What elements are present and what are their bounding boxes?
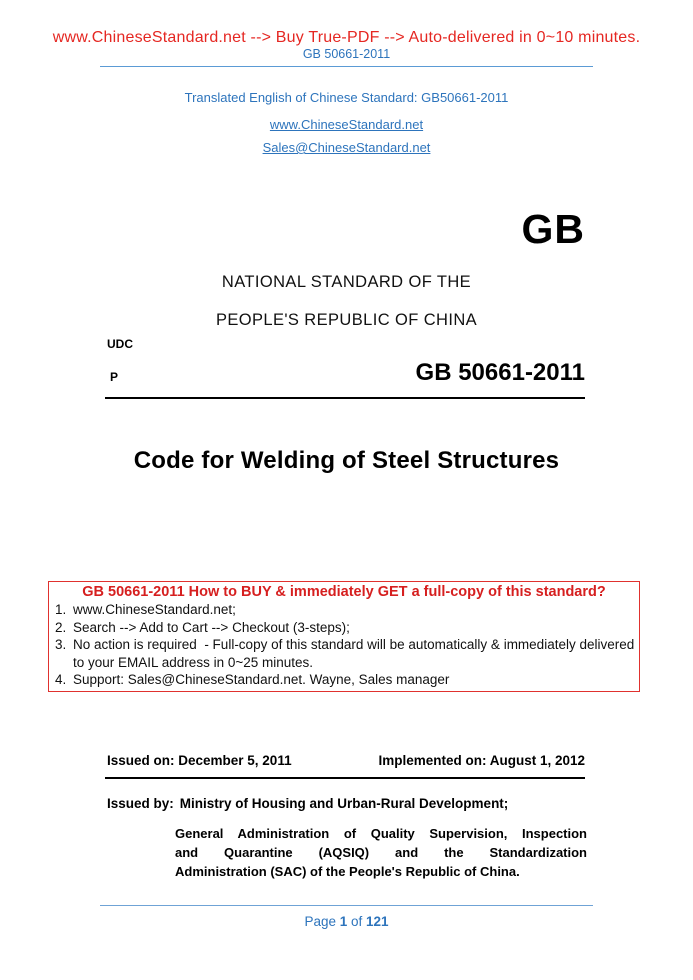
footer-page-label: Page xyxy=(304,914,340,929)
gb-logo: GB xyxy=(521,206,585,252)
national-standard-line-1: NATIONAL STANDARD OF THE xyxy=(221,273,472,291)
masthead-divider xyxy=(105,397,585,399)
buy-step-4 xyxy=(53,671,635,688)
footer-page-number: 1 xyxy=(339,914,348,929)
issued-by-label: Issued by: xyxy=(107,796,174,811)
buy-step-number: 1. xyxy=(55,602,67,618)
buy-step-text: www.ChineseStandard.net; xyxy=(73,602,236,618)
buy-banner: www.ChineseStandard.net --> Buy True-PDF --> Auto-delivered in 0~10 minutes. xyxy=(52,29,641,46)
issuance-dates-row xyxy=(107,753,585,768)
buy-step-text: Search --> Add to Cart --> Checkout (3-steps); xyxy=(73,619,350,635)
buy-step-number: 2. xyxy=(55,619,67,635)
udc-label: UDC xyxy=(107,337,133,351)
header-divider xyxy=(100,66,593,67)
footer-page-total: 121 xyxy=(366,914,389,929)
buy-step-text: Support: Sales@ChineseStandard.net. Wayne, Sales manager xyxy=(73,672,450,688)
sales-email-link[interactable]: Sales@ChineseStandard.net xyxy=(262,140,431,155)
buy-info-box xyxy=(48,581,640,692)
footer-page-indicator xyxy=(0,914,693,929)
issued-by-value: Ministry of Housing and Urban-Rural Development; xyxy=(179,796,509,811)
buy-step-number: 3. xyxy=(55,637,67,653)
issuance-divider xyxy=(105,777,585,779)
buy-step-3 xyxy=(53,636,639,671)
buy-box-title: GB 50661-2011 How to BUY & immediately GET a full-copy of this standard? xyxy=(82,584,606,600)
p-class-label: P xyxy=(110,370,119,384)
document-title: Code for Welding of Steel Structures xyxy=(133,447,560,474)
site-link[interactable]: www.ChineseStandard.net xyxy=(269,117,424,132)
standard-code: GB 50661-2011 xyxy=(415,359,585,386)
issued-by-cont-line: Administration (SAC) of the People's Republic of China. xyxy=(175,864,520,879)
buy-step-1 xyxy=(53,601,635,618)
buy-step-2 xyxy=(53,619,635,636)
buy-step-text: No action is required - Full-copy of this standard will be automatically & immediately delivered to your EMAIL address in 0~25 minutes. xyxy=(73,637,639,670)
sales-link-line xyxy=(0,140,693,155)
translated-note: Translated English of Chinese Standard: GB50661-2011 xyxy=(184,90,509,105)
footer-of-label: of xyxy=(347,914,367,929)
header-standard-code: GB 50661-2011 xyxy=(302,47,391,61)
national-standard-line-2: PEOPLE'S REPUBLIC OF CHINA xyxy=(215,311,478,329)
implemented-on-date: Implemented on: August 1, 2012 xyxy=(378,753,585,768)
issued-by-cont-line: General Administration of Quality Supervision, Inspection xyxy=(175,826,587,841)
buy-step-number: 4. xyxy=(55,672,67,688)
site-link-line xyxy=(0,117,693,132)
issued-by-row xyxy=(107,796,587,811)
footer-divider xyxy=(100,905,593,906)
issued-on-date: Issued on: December 5, 2011 xyxy=(107,753,292,768)
issued-by-continuation xyxy=(175,824,587,881)
issued-by-cont-line: and Quarantine (AQSIQ) and the Standardization xyxy=(175,845,587,860)
